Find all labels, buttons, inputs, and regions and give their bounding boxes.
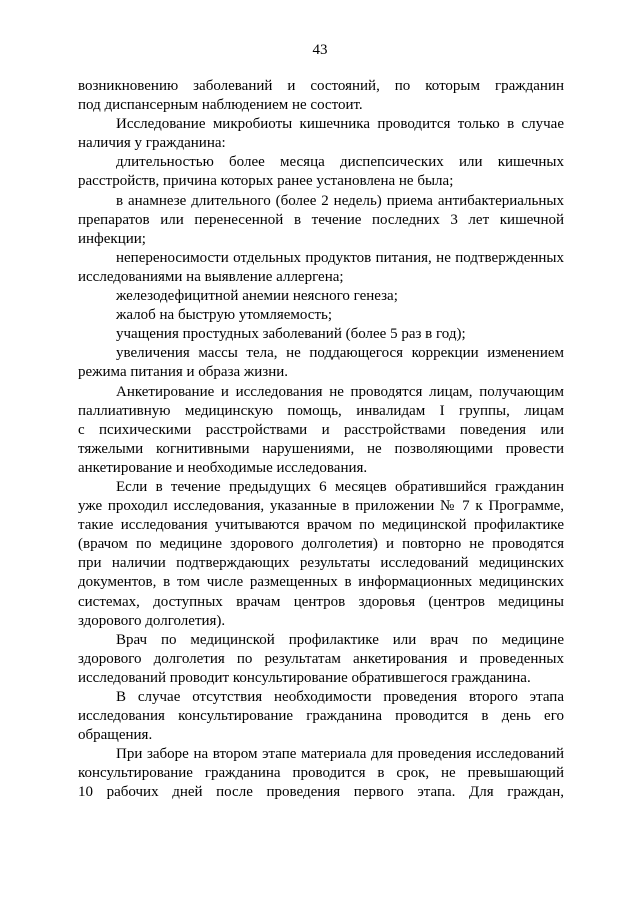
- text-line: исследования консультирование гражданина проводится в день его: [78, 708, 564, 725]
- paragraph: [78, 478, 564, 631]
- paragraph: [78, 153, 564, 191]
- text-line: системах, доступных врачам центров здоровья (центров медицины: [78, 593, 564, 610]
- text-line: возникновению заболеваний и состояний, по которым гражданин: [78, 78, 564, 94]
- paragraph: [78, 306, 564, 325]
- text-line: исследованиями на выявление аллергена;: [78, 268, 344, 285]
- text-line: обращения.: [78, 727, 153, 744]
- paragraph: [78, 249, 564, 287]
- text-line: паллиативную медицинскую помощь, инвалидам I группы, лицам: [78, 402, 564, 419]
- text-line: тяжелыми когнитивными нарушениями, не позволяющими провести: [78, 440, 564, 457]
- text-line: здорового долголетия).: [78, 612, 226, 629]
- text-line: здорового долголетия по результатам анкетирования и проведенных: [78, 650, 564, 667]
- paragraph: [78, 287, 564, 306]
- text-line: такие исследования учитываются врачом по медицинской профилактике: [78, 517, 564, 534]
- paragraph: [78, 325, 564, 344]
- text-line: препаратов или перенесенной в течение последних 3 лет кишечной: [78, 211, 564, 228]
- text-line: В случае отсутствия необходимости проведения второго этапа: [116, 689, 564, 705]
- paragraph: [78, 77, 564, 115]
- text-line: длительностью более месяца диспепсических или кишечных: [116, 154, 564, 171]
- text-line: железодефицитной анемии неясного генеза;: [116, 288, 398, 305]
- text-line: под диспансерным наблюдением не состоит.: [78, 97, 363, 114]
- text-line: Врач по медицинской профилактике или врач по медицине: [116, 631, 564, 648]
- text-line: исследований проводит консультирование обратившегося гражданина.: [78, 669, 531, 686]
- text-line: при наличии подтверждающих результаты исследований медицинских: [78, 555, 564, 572]
- paragraph: [78, 745, 564, 802]
- page-number: 43: [312, 42, 328, 58]
- text-line: наличия у гражданина:: [78, 135, 226, 152]
- text-line: Анкетирование и исследования не проводятся лицам, получающим: [116, 383, 564, 400]
- text-line: 10 рабочих дней после проведения первого этапа. Для граждан,: [78, 784, 564, 801]
- paragraph: [78, 383, 564, 478]
- document-body: [78, 77, 564, 803]
- text-line: консультирование гражданина проводится в срок, не превышающий: [78, 765, 564, 782]
- text-line: Исследование микробиоты кишечника проводится только в случае: [116, 116, 564, 133]
- text-line: учащения простудных заболеваний (более 5 раз в год);: [116, 326, 466, 343]
- text-line: уже проходил исследования, указанные в приложении № 7 к Программе,: [78, 498, 564, 515]
- text-line: в анамнезе длительного (более 2 недель) приема антибактериальных: [116, 192, 564, 209]
- text-line: Если в течение предыдущих 6 месяцев обратившийся гражданин: [116, 478, 564, 495]
- paragraph: [78, 192, 564, 249]
- text-line: При заборе на втором этапе материала для проведения исследований: [116, 746, 564, 763]
- text-line: (врачом по медицине здорового долголетия) и повторно не проводятся: [78, 536, 564, 553]
- text-line: непереносимости отдельных продуктов питания, не подтвержденных: [116, 249, 564, 266]
- paragraph: [78, 631, 564, 688]
- text-line: инфекции;: [78, 230, 146, 247]
- text-line: документов, в том числе размещенных в информационных медицинских: [78, 574, 564, 591]
- text-line: увеличения массы тела, не поддающегося коррекции изменением: [116, 345, 564, 362]
- paragraph: [78, 344, 564, 382]
- text-line: расстройств, причина которых ранее установлена не была;: [78, 173, 454, 190]
- text-line: с психическими расстройствами и расстройствами поведения или: [78, 421, 564, 438]
- text-line: режима питания и образа жизни.: [78, 364, 289, 381]
- text-line: анкетирование и необходимые исследования.: [78, 459, 368, 476]
- text-line: жалоб на быструю утомляемость;: [116, 307, 333, 324]
- paragraph: [78, 688, 564, 745]
- paragraph: [78, 115, 564, 153]
